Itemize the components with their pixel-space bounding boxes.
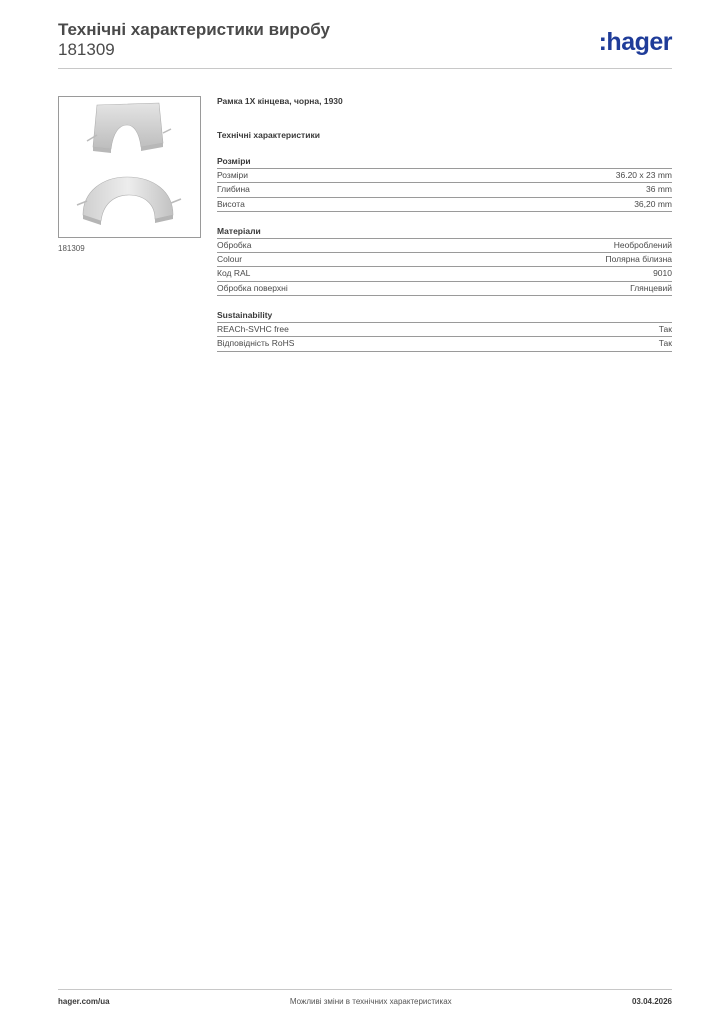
- spec-value: Так: [658, 324, 672, 335]
- product-name: Рамка 1X кінцева, чорна, 1930: [217, 96, 343, 106]
- footer-website-link[interactable]: hager.com/ua: [58, 997, 110, 1006]
- spec-row: [217, 337, 672, 351]
- image-caption: 181309: [58, 244, 85, 253]
- spec-value: Так: [658, 338, 672, 349]
- spec-row: [217, 267, 672, 281]
- footer-date: 03.04.2026: [631, 997, 672, 1006]
- spec-label: Відповідність RoHS: [217, 338, 295, 349]
- spec-label: Глибина: [217, 184, 250, 195]
- spec-label: Розміри: [217, 170, 249, 180]
- spec-value: 36,20 mm: [634, 198, 672, 209]
- spec-heading: Технічні характеристики: [217, 130, 320, 140]
- spec-value: 36.20 x 23 mm: [615, 170, 672, 180]
- spec-value: Глянцевий: [630, 282, 672, 293]
- spec-value: 9010: [653, 268, 672, 279]
- spec-label: Обробка: [217, 239, 252, 250]
- section-title: Матеріали: [217, 226, 672, 239]
- page-header: [58, 20, 672, 69]
- spec-row: [217, 239, 672, 253]
- spec-row: [217, 198, 672, 212]
- product-photo-icon: [59, 97, 200, 237]
- product-details: [217, 96, 672, 352]
- section-title: Sustainability: [217, 310, 672, 323]
- spec-section-materials: [217, 226, 672, 296]
- spec-value: Полярна білизна: [605, 254, 672, 265]
- spec-value: 36 mm: [646, 184, 672, 195]
- spec-label: REACh-SVHC free: [217, 324, 289, 335]
- spec-row: [217, 183, 672, 197]
- spec-label: Висота: [217, 198, 245, 209]
- hager-logo: :hager: [598, 28, 672, 56]
- spec-row: [217, 169, 672, 183]
- product-image: [58, 96, 201, 238]
- spec-value: Необроблений: [613, 239, 672, 250]
- spec-label: Colour: [217, 254, 243, 265]
- spec-label: Код RAL: [217, 268, 251, 279]
- page-footer: [58, 989, 672, 1006]
- spec-label: Обробка поверхні: [217, 282, 288, 293]
- spec-row: [217, 282, 672, 296]
- page-title: Технічні характеристики виробу: [58, 20, 330, 39]
- spec-section-dimensions: [217, 156, 672, 212]
- footer-notice: Можливі зміни в технічних характеристиках: [289, 997, 452, 1006]
- spec-section-sustainability: [217, 310, 672, 352]
- spec-row: [217, 253, 672, 267]
- spec-row: [217, 323, 672, 337]
- product-code: 181309: [58, 40, 115, 59]
- section-title: Розміри: [217, 156, 672, 169]
